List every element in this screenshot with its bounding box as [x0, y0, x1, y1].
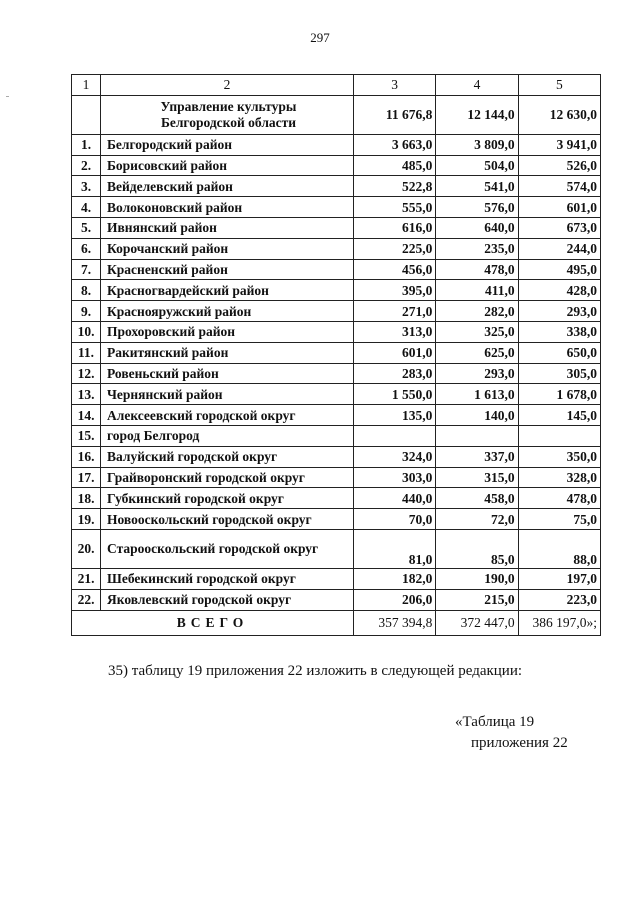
row-value-5: 526,0 [518, 155, 600, 176]
row-value-5: 350,0 [518, 446, 600, 467]
table-row [72, 568, 601, 589]
row-number-cell: 2. [72, 155, 101, 176]
table-row [72, 405, 601, 426]
row-value-5: 1 678,0 [518, 384, 600, 405]
row-value-3: 271,0 [354, 301, 436, 322]
row-value-5: 574,0 [518, 176, 600, 197]
row-number-cell: 22. [72, 589, 101, 610]
row-value-5: 3 941,0 [518, 134, 600, 155]
row-name-cell: Волоконовский район [101, 197, 354, 218]
row-value-4: 85,0 [436, 529, 518, 568]
total-value-4: 372 447,0 [436, 610, 518, 635]
table-row [72, 529, 601, 568]
row-value-4: 3 809,0 [436, 134, 518, 155]
row-value-5: 197,0 [518, 568, 600, 589]
row-value-5: 673,0 [518, 217, 600, 238]
row-value-3: 70,0 [354, 509, 436, 530]
row-value-3: 522,8 [354, 176, 436, 197]
row-name-cell: Чернянский район [101, 384, 354, 405]
row-value-4: 504,0 [436, 155, 518, 176]
row-number-cell: 20. [72, 529, 101, 568]
row-value-5: 495,0 [518, 259, 600, 280]
row-value-3: 601,0 [354, 342, 436, 363]
row-value-4: 190,0 [436, 568, 518, 589]
row-name-cell: Валуйский городской округ [101, 446, 354, 467]
table-row [72, 134, 601, 155]
row-value-3: 1 550,0 [354, 384, 436, 405]
row-name-cell: Вейделевский район [101, 176, 354, 197]
row-name-cell: Красногвардейский район [101, 280, 354, 301]
row-value-3 [354, 425, 436, 446]
row-value-3: 440,0 [354, 488, 436, 509]
row-value-3: 81,0 [354, 529, 436, 568]
row-number-cell: 19. [72, 509, 101, 530]
header-cell-1: 1 [72, 75, 101, 96]
row-value-5: 88,0 [518, 529, 600, 568]
row-value-3: 395,0 [354, 280, 436, 301]
table-row [72, 589, 601, 610]
row-name-cell: Губкинский городской округ [101, 488, 354, 509]
row-name-cell: город Белгород [101, 425, 354, 446]
table-row [72, 176, 601, 197]
row-value-4: 640,0 [436, 217, 518, 238]
caption-line2: приложения 22 [471, 735, 568, 751]
row-name-cell: Борисовский район [101, 155, 354, 176]
row-value-4: 325,0 [436, 321, 518, 342]
row-value-3: 135,0 [354, 405, 436, 426]
row-name-cell: Ракитянский район [101, 342, 354, 363]
total-label: ВСЕГО [72, 610, 354, 635]
row-name-cell: Яковлевский городской округ [101, 589, 354, 610]
table-row [72, 467, 601, 488]
row-value-4: 411,0 [436, 280, 518, 301]
budget-table [71, 74, 601, 636]
row-value-5: 145,0 [518, 405, 600, 426]
row-value-3: 182,0 [354, 568, 436, 589]
row-value-5 [518, 425, 600, 446]
total-value-3: 357 394,8 [354, 610, 436, 635]
row-value-3: 313,0 [354, 321, 436, 342]
row-value-3: 206,0 [354, 589, 436, 610]
table-row [72, 280, 601, 301]
table-row [72, 342, 601, 363]
row-value-3: 555,0 [354, 197, 436, 218]
table-row [72, 488, 601, 509]
row-number-cell: 10. [72, 321, 101, 342]
row-number-cell: 16. [72, 446, 101, 467]
row-value-3: 324,0 [354, 446, 436, 467]
row-value-4: 282,0 [436, 301, 518, 322]
row-name-cell: Старооскольский городской округ [101, 529, 354, 568]
table-row [72, 509, 601, 530]
department-name-line2: Белгородской области [160, 114, 297, 130]
row-number-cell: 1. [72, 134, 101, 155]
row-value-5: 244,0 [518, 238, 600, 259]
department-value-4: 12 144,0 [436, 95, 518, 134]
row-value-3: 283,0 [354, 363, 436, 384]
row-number-cell: 7. [72, 259, 101, 280]
department-name-cell [101, 95, 354, 134]
department-num-cell [72, 95, 101, 134]
row-value-4 [436, 425, 518, 446]
row-value-3: 485,0 [354, 155, 436, 176]
instruction-text: 35) таблицу 19 приложения 22 изложить в следующей редакции: [108, 663, 523, 679]
row-value-3: 303,0 [354, 467, 436, 488]
table-row [72, 384, 601, 405]
row-value-4: 541,0 [436, 176, 518, 197]
row-name-cell: Шебекинский городской округ [101, 568, 354, 589]
row-value-3: 456,0 [354, 259, 436, 280]
row-number-cell: 15. [72, 425, 101, 446]
row-number-cell: 6. [72, 238, 101, 259]
row-name-cell: Алексеевский городской округ [101, 405, 354, 426]
header-cell-3: 3 [354, 75, 436, 96]
row-value-4: 1 613,0 [436, 384, 518, 405]
row-value-3: 3 663,0 [354, 134, 436, 155]
total-value-5: 386 197,0»; [518, 610, 600, 635]
row-number-cell: 21. [72, 568, 101, 589]
row-value-4: 140,0 [436, 405, 518, 426]
table-row [72, 238, 601, 259]
table-row [72, 217, 601, 238]
header-cell-5: 5 [518, 75, 600, 96]
margin-mark [6, 96, 9, 97]
row-value-3: 225,0 [354, 238, 436, 259]
row-name-cell: Белгородский район [101, 134, 354, 155]
row-number-cell: 11. [72, 342, 101, 363]
row-number-cell: 8. [72, 280, 101, 301]
row-number-cell: 17. [72, 467, 101, 488]
row-name-cell: Красненский район [101, 259, 354, 280]
row-number-cell: 3. [72, 176, 101, 197]
row-name-cell: Краснояружский район [101, 301, 354, 322]
row-number-cell: 12. [72, 363, 101, 384]
caption-line1: «Таблица 19 [455, 714, 535, 730]
row-number-cell: 5. [72, 217, 101, 238]
row-number-cell: 4. [72, 197, 101, 218]
row-number-cell: 14. [72, 405, 101, 426]
row-name-cell: Ивнянский район [101, 217, 354, 238]
table-row [72, 301, 601, 322]
row-value-4: 215,0 [436, 589, 518, 610]
page-number: 297 [310, 30, 330, 45]
row-number-cell: 13. [72, 384, 101, 405]
row-value-4: 337,0 [436, 446, 518, 467]
row-name-cell: Корочанский район [101, 238, 354, 259]
table-row [72, 259, 601, 280]
row-value-5: 650,0 [518, 342, 600, 363]
row-number-cell: 9. [72, 301, 101, 322]
table-header-row [72, 75, 601, 96]
row-value-4: 576,0 [436, 197, 518, 218]
table-row [72, 155, 601, 176]
department-value-5: 12 630,0 [518, 95, 600, 134]
total-row [72, 610, 601, 635]
row-value-4: 235,0 [436, 238, 518, 259]
row-value-5: 478,0 [518, 488, 600, 509]
table-row [72, 363, 601, 384]
table-row [72, 446, 601, 467]
row-value-4: 293,0 [436, 363, 518, 384]
row-value-5: 293,0 [518, 301, 600, 322]
table-row [72, 197, 601, 218]
row-name-cell: Ровеньский район [101, 363, 354, 384]
row-value-5: 75,0 [518, 509, 600, 530]
table-row [72, 425, 601, 446]
row-value-5: 305,0 [518, 363, 600, 384]
department-value-3: 11 676,8 [354, 95, 436, 134]
row-value-4: 315,0 [436, 467, 518, 488]
row-value-4: 72,0 [436, 509, 518, 530]
row-value-5: 338,0 [518, 321, 600, 342]
row-value-5: 328,0 [518, 467, 600, 488]
row-value-4: 625,0 [436, 342, 518, 363]
department-name-line1: Управление культуры [160, 98, 297, 114]
row-value-3: 616,0 [354, 217, 436, 238]
row-name-cell: Новооскольский городской округ [101, 509, 354, 530]
row-value-5: 601,0 [518, 197, 600, 218]
table-row [72, 321, 601, 342]
department-row [72, 95, 601, 134]
row-number-cell: 18. [72, 488, 101, 509]
row-name-cell: Грайворонский городской округ [101, 467, 354, 488]
row-value-5: 428,0 [518, 280, 600, 301]
row-value-4: 478,0 [436, 259, 518, 280]
table-caption [455, 712, 568, 754]
header-cell-2: 2 [101, 75, 354, 96]
row-value-5: 223,0 [518, 589, 600, 610]
row-name-cell: Прохоровский район [101, 321, 354, 342]
row-value-4: 458,0 [436, 488, 518, 509]
header-cell-4: 4 [436, 75, 518, 96]
